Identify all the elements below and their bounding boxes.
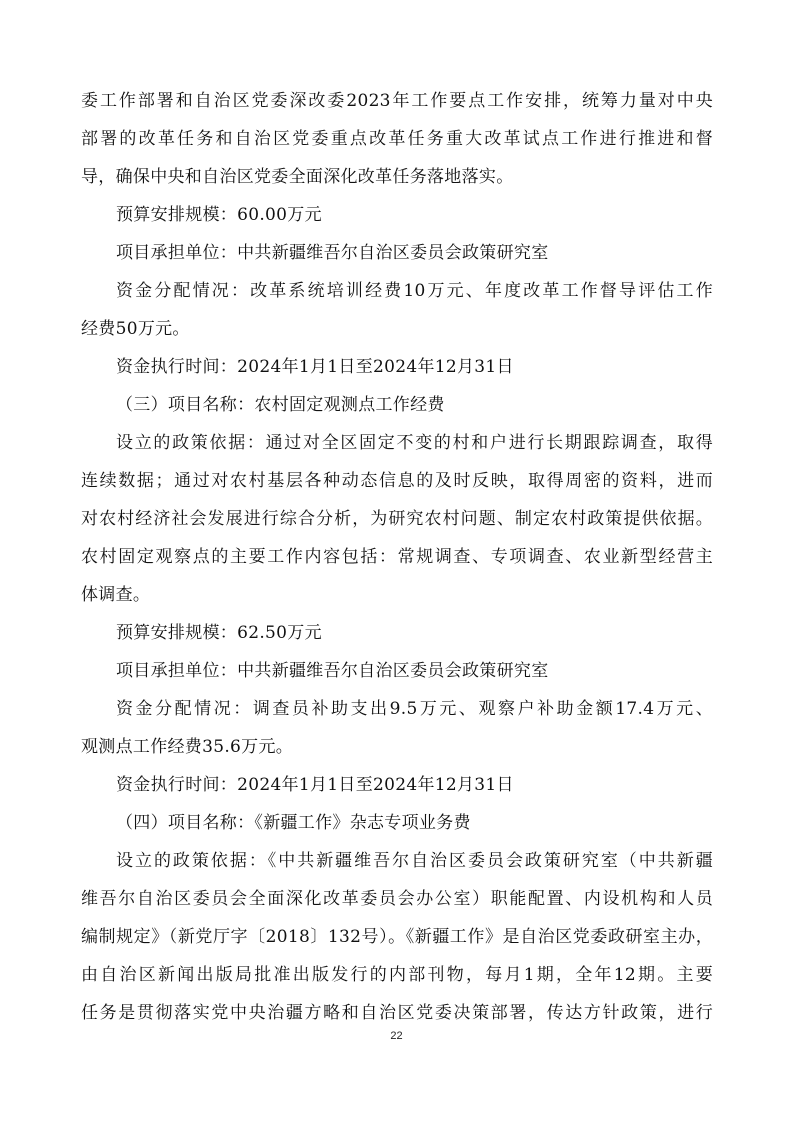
text-line: 导，确保中央和自治区党委全面深化改革任务落地落实。 — [81, 167, 514, 187]
text-line: 设立的政策依据：《中共新疆维吾尔自治区委员会政策研究室（中共新疆 — [116, 851, 713, 871]
section-heading: （四）项目名称：《新疆工作》杂志专项业务费 — [116, 813, 471, 833]
text-line: 编制规定》（新党厅字〔2018〕132号）。《新疆工作》是自治区党委政研室主办， — [81, 927, 713, 947]
text-line: 观测点工作经费35.6万元。 — [81, 737, 294, 757]
text-line: 资金分配情况：调查员补助支出9.5万元、观察户补助金额17.4万元、 — [116, 699, 713, 719]
text-line: 资金执行时间：2024年1月1日至2024年12月31日 — [116, 357, 514, 377]
text-line: 资金分配情况：改革系统培训经费10万元、年度改革工作督导评估工作 — [116, 281, 713, 301]
text-line: 部署的改革任务和自治区党委重点改革任务重大改革试点工作进行推进和督 — [81, 129, 713, 149]
section-heading: （三）项目名称：农村固定观测点工作经费 — [116, 395, 445, 415]
text-line: 项目承担单位：中共新疆维吾尔自治区委员会政策研究室 — [116, 243, 549, 263]
text-line: 对农村经济社会发展进行综合分析，为研究农村问题、制定农村政策提供依据。 — [81, 509, 713, 529]
text-line: 维吾尔自治区委员会全面深化改革委员会办公室）职能配置、内设机构和人员 — [81, 889, 713, 909]
text-line: 预算安排规模：62.50万元 — [116, 623, 322, 643]
text-line: 项目承担单位：中共新疆维吾尔自治区委员会政策研究室 — [116, 661, 549, 681]
text-line: 连续数据；通过对农村基层各种动态信息的及时反映，取得周密的资料，进而 — [81, 471, 713, 491]
text-line: 委工作部署和自治区党委深改委2023年工作要点工作安排，统筹力量对中央 — [81, 91, 713, 111]
text-line: 由自治区新闻出版局批准出版发行的内部刊物，每月1期，全年12期。主要 — [81, 965, 713, 985]
text-line: 经费50万元。 — [81, 319, 190, 339]
text-line: 体调查。 — [81, 585, 151, 605]
text-line: 任务是贯彻落实党中央治疆方略和自治区党委决策部署，传达方针政策，进行 — [81, 1003, 713, 1023]
text-line: 预算安排规模：60.00万元 — [116, 205, 322, 225]
text-line: 农村固定观察点的主要工作内容包括：常规调查、专项调查、农业新型经营主 — [81, 547, 713, 567]
text-line: 资金执行时间：2024年1月1日至2024年12月31日 — [116, 775, 514, 795]
page-number: 22 — [390, 1030, 403, 1042]
text-line: 设立的政策依据：通过对全区固定不变的村和户进行长期跟踪调查，取得 — [116, 433, 713, 453]
